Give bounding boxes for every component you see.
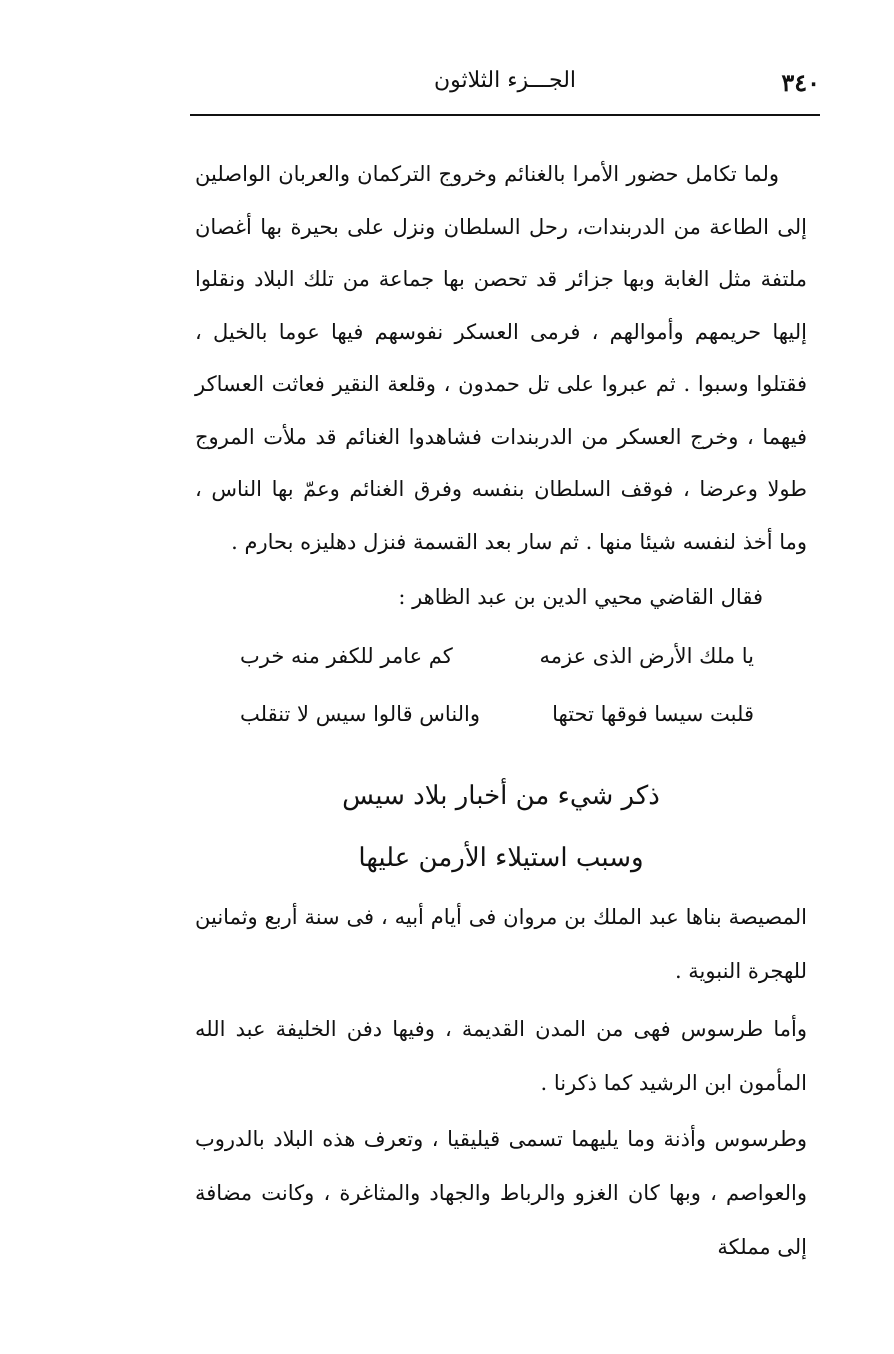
section-title-line-1: ذكر شيء من أخبار بلاد سيس	[342, 781, 660, 811]
verse-second-hemistich: كم عامر للكفر منه خرب	[240, 644, 453, 668]
verse-second-hemistich: والناس قالوا سيس لا تنقلب	[240, 702, 481, 726]
running-title: الجـــزء الثلاثون	[433, 68, 577, 93]
main-paragraph-block	[195, 148, 807, 568]
poem-verse	[240, 692, 754, 736]
section-title-line-2: وسبب استيلاء الأرمن عليها	[358, 843, 644, 873]
page-number: ٣٤٠	[781, 68, 820, 97]
verse-first-hemistich: قلبت سيسا فوقها تحتها	[552, 702, 754, 726]
section-paragraph: وطرسوس وأذنة وما يليهما تسمى قيليقيا ، وتعرف هذه البلاد بالدروب والعواصم ، وبها كان الغزو والرباط والجهاد والمثاغرة ، وكانت مضافة إلى مملكة	[195, 1127, 807, 1259]
header-rule	[190, 114, 820, 116]
poem-intro: فقال القاضي محيي الدين بن عبد الظاهر :	[398, 585, 763, 609]
page-header	[190, 62, 820, 112]
verse-first-hemistich: يا ملك الأرض الذى عزمه	[539, 644, 754, 668]
section-paragraph: وأما طرسوس فهى من المدن القديمة ، وفيها دفن الخليفة عبد الله المأمون ابن الرشيد كما ذكرنا .	[195, 1017, 807, 1095]
paragraph: ولما تكامل حضور الأمرا بالغنائم وخروج التركمان والعربان الواصلين إلى الطاعة من الدربندات، رحل السلطان ونزل على بحيرة بها أغصان ملتفة مثل الغابة وبها جزائر قد تحصن بها جماعة من تلك البلاد ونقلوا إليها حريمهم وأموالهم ، فرمى العسكر نفوسهم فيها عوما بالخيل ، فقتلوا وسبوا . ثم عبروا على تل حمدون ، وقلعة النقير فعاثت العساكر فيهما ، وخرج العسكر من الدربندات فشاهدوا الغنائم قد ملأت المروج طولا وعرضا ، فوقف السلطان بنفسه وفرق الغنائم وعمّ بها الناس ، وما أخذ لنفسه شيئا منها . ثم سار بعد القسمة فنزل دهليزه بحارم .	[195, 162, 807, 554]
poem-verse	[240, 634, 754, 678]
section-paragraph: المصيصة بناها عبد الملك بن مروان فى أيام أبيه ، فى سنة أربع وثمانين للهجرة النبوية .	[195, 905, 807, 983]
